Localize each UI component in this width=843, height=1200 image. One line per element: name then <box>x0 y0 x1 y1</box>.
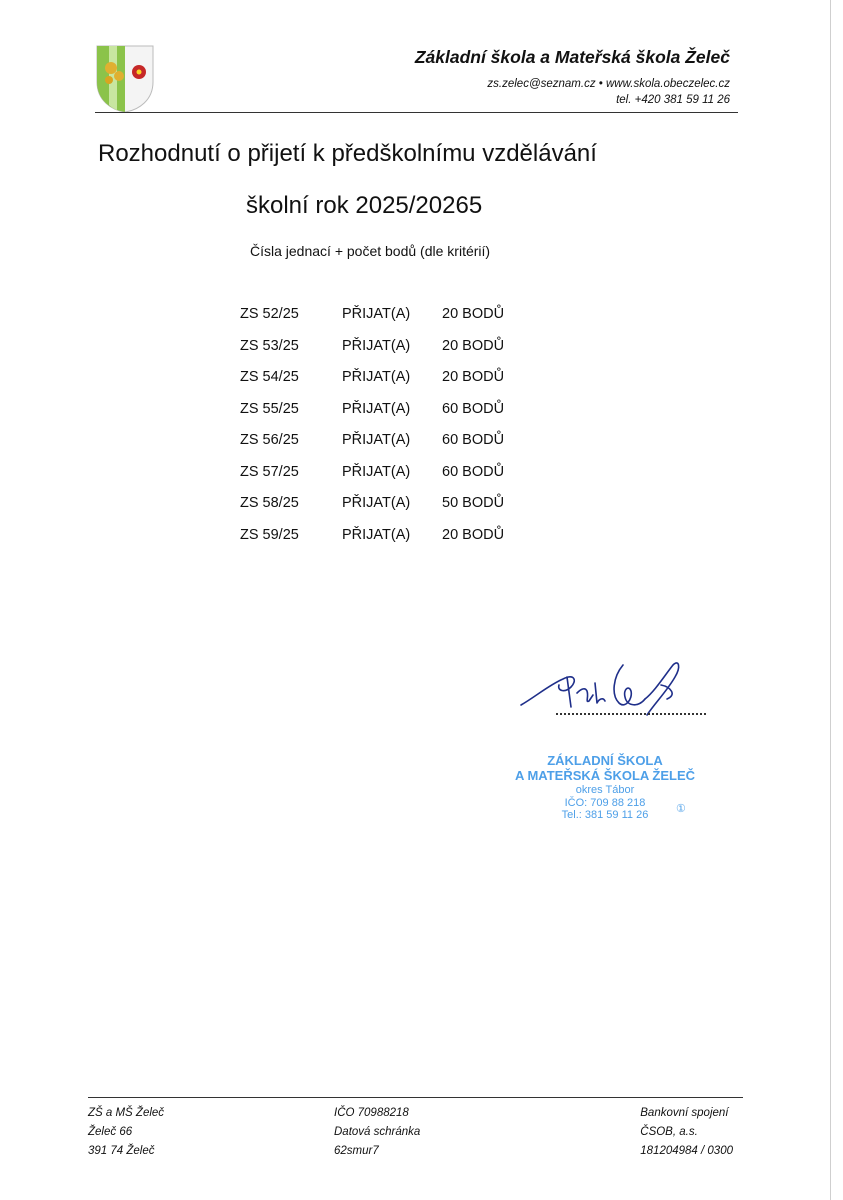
footer-line: Želeč 66 <box>88 1126 133 1138</box>
stamp-district: okres Tábor <box>575 783 635 796</box>
result-row <box>240 338 522 370</box>
points: 20 BODŮ <box>442 337 505 354</box>
footer-divider <box>88 1097 743 1098</box>
stamp-line-1: ZÁKLADNÍ ŠKOLA <box>547 753 663 768</box>
results-list <box>240 306 522 558</box>
result-row <box>240 432 522 464</box>
signature-line <box>556 713 706 715</box>
result-row <box>240 464 522 496</box>
stamp-number-mark: ① <box>676 803 686 815</box>
reference-number: ZS 58/25 <box>240 495 299 511</box>
school-name: Základní škola a Mateřská škola Želeč <box>414 47 730 67</box>
school-contact: zs.zelec@seznam.cz • www.skola.obeczelec.cz <box>487 78 730 90</box>
footer-line: Datová schránka <box>334 1126 421 1138</box>
footer-ids <box>334 1104 420 1161</box>
admission-result: PŘIJAT(A) <box>342 432 411 448</box>
admission-result: PŘIJAT(A) <box>342 526 411 543</box>
result-row <box>240 401 522 433</box>
points: 20 BODŮ <box>442 369 505 385</box>
admission-result: PŘIJAT(A) <box>342 369 411 385</box>
points: 20 BODŮ <box>442 306 505 322</box>
school-year: školní rok 2025/20265 <box>246 192 483 219</box>
admission-result: PŘIJAT(A) <box>342 337 411 354</box>
footer-line: IČO 70988218 <box>334 1107 409 1119</box>
header-divider <box>95 112 738 113</box>
reference-number: ZS 57/25 <box>240 463 299 480</box>
points: 60 BODŮ <box>442 400 505 417</box>
stamp-ico: IČO: 709 88 218 <box>564 796 646 809</box>
footer-line: 181204984 / 0300 <box>640 1145 733 1157</box>
document-subtitle: Čísla jednací + počet bodů (dle kritérií) <box>250 243 491 259</box>
points: 60 BODŮ <box>442 463 505 480</box>
footer-address <box>88 1104 164 1161</box>
points: 20 BODŮ <box>442 526 505 543</box>
footer-line: ZŠ a MŠ Želeč <box>88 1107 165 1119</box>
footer-line: 62smur7 <box>334 1145 379 1157</box>
reference-number: ZS 52/25 <box>240 306 299 322</box>
admission-result: PŘIJAT(A) <box>342 463 411 480</box>
points: 50 BODŮ <box>442 495 505 511</box>
result-row <box>240 527 522 559</box>
admission-result: PŘIJAT(A) <box>342 400 411 417</box>
school-stamp <box>480 754 730 822</box>
reference-number: ZS 55/25 <box>240 400 299 417</box>
admission-result: PŘIJAT(A) <box>342 495 411 511</box>
reference-number: ZS 59/25 <box>240 526 299 543</box>
municipal-crest-icon <box>95 44 155 114</box>
stamp-line-2: A MATEŘSKÁ ŠKOLA ŽELEČ <box>514 767 696 783</box>
result-row <box>240 495 522 527</box>
result-row <box>240 306 522 338</box>
footer-line: 391 74 Želeč <box>88 1145 155 1157</box>
reference-number: ZS 56/25 <box>240 432 299 448</box>
document-title: Rozhodnutí o přijetí k předškolnímu vzdělávání <box>98 140 597 167</box>
footer-line: ČSOB, a.s. <box>640 1126 698 1138</box>
footer-line: Bankovní spojení <box>640 1107 729 1119</box>
reference-number: ZS 53/25 <box>240 337 299 354</box>
points: 60 BODŮ <box>442 432 505 448</box>
footer-bank <box>640 1104 733 1161</box>
stamp-phone: Tel.: 381 59 11 26 <box>561 809 649 822</box>
admission-result: PŘIJAT(A) <box>342 306 411 322</box>
result-row <box>240 369 522 401</box>
reference-number: ZS 54/25 <box>240 369 299 385</box>
page-edge <box>830 0 831 1200</box>
school-phone: tel. +420 381 59 11 26 <box>616 94 730 106</box>
